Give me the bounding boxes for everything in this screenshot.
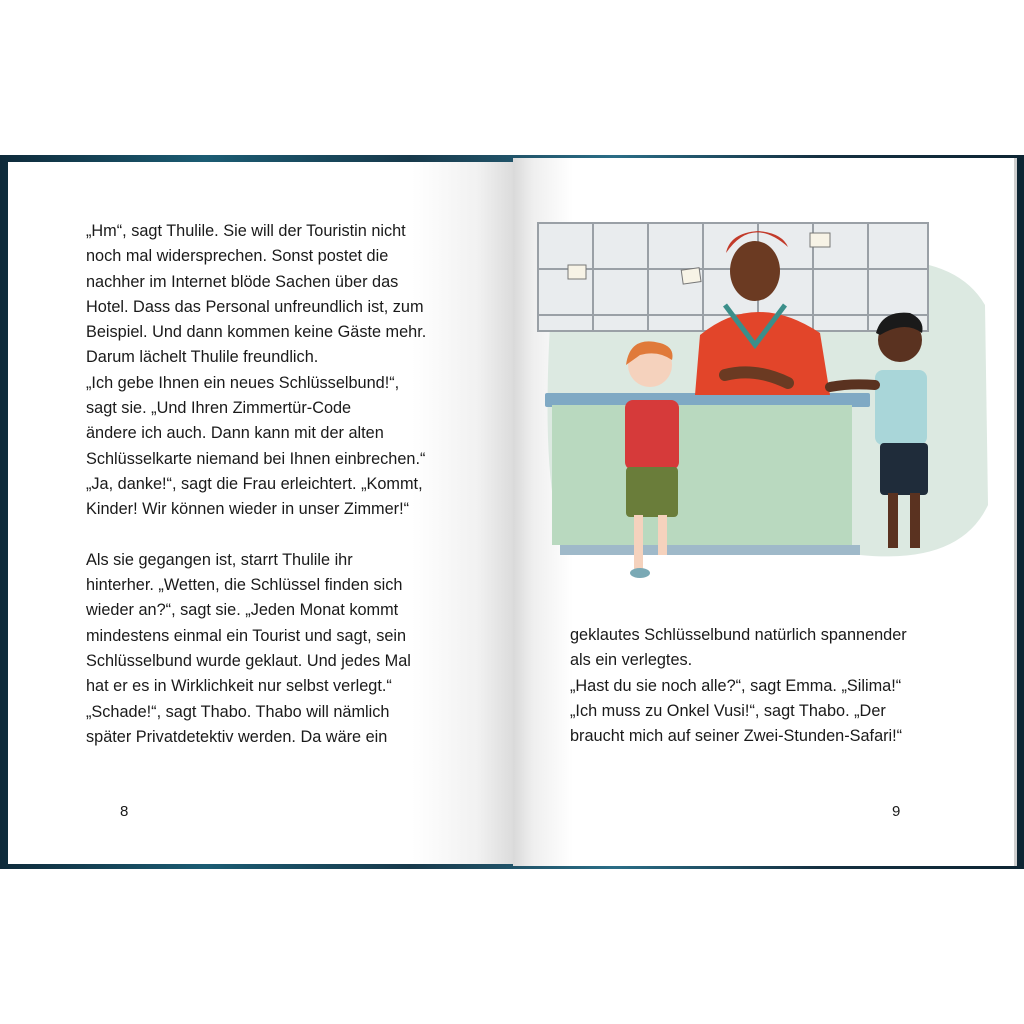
- text-line: „Ich muss zu Onkel Vusi!“, sagt Thabo. „Der: [570, 701, 886, 720]
- text-line: nachher im Internet blöde Sachen über das: [86, 272, 399, 291]
- text-line: Hotel. Dass das Personal unfreundlich ist, zum: [86, 297, 424, 316]
- page-number-left: 8: [120, 803, 129, 820]
- text-line: „Ja, danke!“, sagt die Frau erleichtert. „Kommt,: [86, 474, 423, 493]
- hotel-reception-illustration: [530, 205, 990, 595]
- text-line: mindestens einmal ein Tourist und sagt, sein: [86, 626, 407, 645]
- text-line: [86, 523, 426, 548]
- text-line: später Privatdetektiv werden. Da wäre ein: [86, 727, 388, 746]
- text-line: braucht mich auf seiner Zwei-Stunden-Safari!“: [570, 727, 903, 746]
- text-line: hinterher. „Wetten, die Schlüssel finden sich: [86, 576, 403, 595]
- counter-top: [545, 393, 870, 407]
- text-line: Beispiel. Und dann kommen keine Gäste mehr.: [86, 323, 427, 342]
- text-line: „Ich gebe Ihnen ein neues Schlüsselbund!“,: [86, 373, 400, 392]
- text-line: sagt sie. „Und Ihren Zimmertür-Code: [86, 399, 352, 418]
- counter-front: [552, 405, 852, 545]
- text-line: „Hast du sie noch alle?“, sagt Emma. „Silima!“: [570, 676, 902, 695]
- left-page-text: [86, 219, 426, 750]
- text-line: „Schade!“, sagt Thabo. Thabo will nämlich: [86, 702, 390, 721]
- text-line: Kinder! Wir können wieder in unser Zimmer!“: [86, 500, 410, 519]
- right-page-text: [570, 623, 907, 749]
- counter-base: [560, 545, 860, 555]
- text-line: Schlüsselbund wurde geklaut. Und jedes Mal: [86, 652, 411, 671]
- page-number-right: 9: [892, 803, 901, 820]
- text-line: „Hm“, sagt Thulile. Sie will der Touristin nicht: [86, 222, 406, 240]
- text-line: hat er es in Wirklichkeit nur selbst verlegt.“: [86, 677, 392, 696]
- text-line: als ein verlegtes.: [570, 651, 693, 670]
- text-line: ändere ich auch. Dann kann mit der alten: [86, 424, 384, 443]
- text-line: geklautes Schlüsselbund natürlich spannender: [570, 626, 907, 644]
- text-line: Schlüsselkarte niemand bei Ihnen einbrechen.“: [86, 449, 426, 468]
- text-line: Darum lächelt Thulile freundlich.: [86, 348, 319, 367]
- text-line: noch mal widersprechen. Sonst postet die: [86, 247, 389, 266]
- text-line: wieder an?“, sagt sie. „Jeden Monat kommt: [86, 601, 399, 620]
- text-line: Als sie gegangen ist, starrt Thulile ihr: [86, 550, 353, 569]
